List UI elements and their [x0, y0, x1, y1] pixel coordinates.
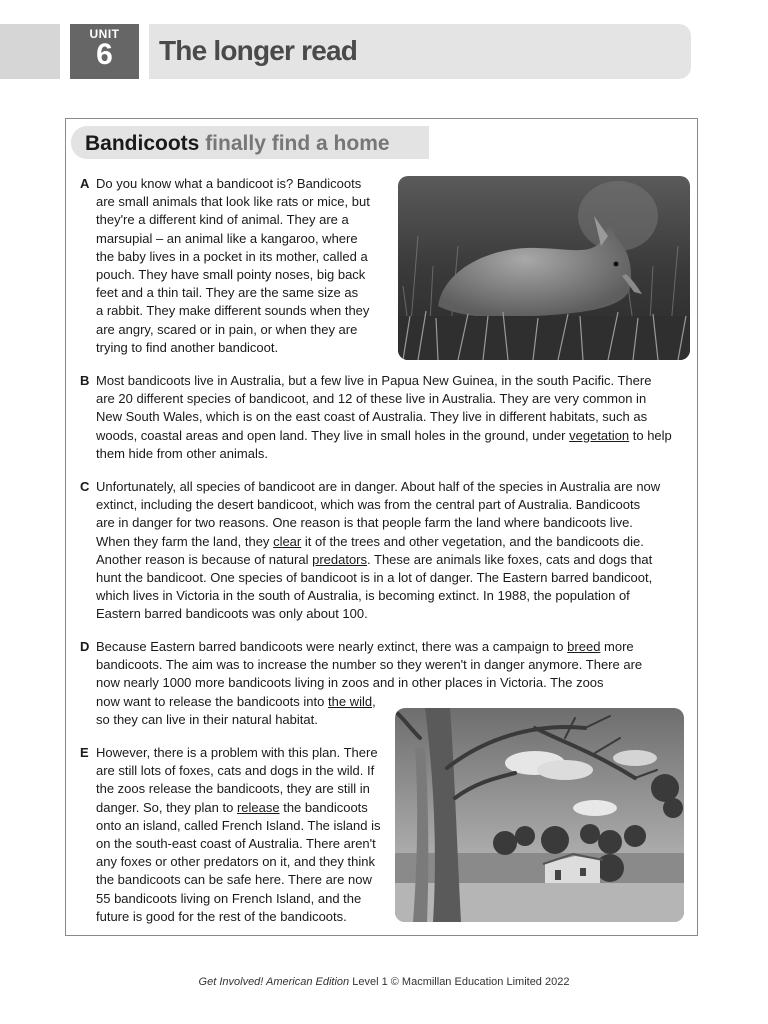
section-letter-e: E: [80, 745, 89, 760]
text-line: are angry, scared or in pain, or when they are: [96, 321, 358, 337]
text-line: are in danger for two reasons. One reason is that people farm the land where bandicoots live.: [96, 515, 633, 531]
unit-badge: [70, 24, 139, 79]
footer-book-title: Get Involved! American Edition: [198, 976, 350, 988]
text-line: [96, 638, 642, 656]
text-line: trying to find another bandicoot.: [96, 339, 279, 355]
section-c-text: [96, 478, 660, 624]
text-segment: woods, coastal areas and open land. They live in small holes in the ground, under: [96, 427, 566, 443]
section-letter-d: D: [80, 639, 90, 654]
vocab-word-clear: clear: [273, 533, 302, 549]
vocab-word-predators: predators: [312, 551, 368, 567]
section-letter-b: B: [80, 373, 90, 388]
text-segment: danger. So, they plan to: [96, 799, 234, 815]
text-line: on the south-east coast of Australia. There aren't: [96, 836, 376, 852]
text-line: extinct, including the desert bandicoot, which was from the central part of Australia. Bandicoots: [96, 497, 641, 513]
text-line: they're a different kind of animal. They are a: [96, 212, 349, 228]
text-segment: ,: [372, 693, 376, 709]
header-bar: [149, 24, 691, 79]
text-line: Unfortunately, all species of bandicoot are in danger. About half of the species in Australia are now: [96, 479, 661, 494]
text-line: marsupial – an animal like a kangaroo, where: [96, 230, 358, 246]
text-line: which lives in Victoria in the south of Australia, is becoming extinct. In 1988, the population of: [96, 588, 630, 604]
text-line: future is good for the rest of the bandicoots.: [96, 908, 347, 924]
text-line: are small animals that look like rats or mice, but: [96, 194, 370, 210]
text-segment: Another reason is because of natural: [96, 551, 309, 567]
text-line: now nearly 1000 more bandicoots living in zoos and in other places in Victoria. The zoos: [96, 675, 604, 691]
bandicoot-photo: [398, 176, 690, 360]
text-line: so they can live in their natural habitat.: [96, 711, 318, 727]
text-line: a rabbit. They make different sounds when they: [96, 303, 370, 319]
page-title: The longer read: [159, 35, 358, 66]
text-segment: now want to release the bandicoots into: [96, 693, 325, 709]
text-line: any foxes or other predators on it, and they think: [96, 854, 375, 870]
article-title-bold: Bandicoots: [85, 132, 200, 155]
text-line: them hide from other animals.: [96, 445, 268, 461]
footer-copyright: [0, 976, 768, 988]
text-segment: it of the trees and other vegetation, and the bandicoots die.: [304, 533, 644, 549]
text-line: the bandicoots can be safe here. There are now: [96, 872, 372, 888]
article-title-bar: [71, 126, 429, 159]
section-e-text: [96, 744, 380, 926]
text-segment: . These are animals like foxes, cats and dogs that: [367, 551, 653, 567]
text-segment: more: [604, 639, 634, 654]
vocab-word-breed: breed: [567, 639, 601, 654]
text-segment: the bandicoots: [283, 799, 368, 815]
unit-label: UNIT: [89, 27, 120, 41]
unit-number: 6: [96, 38, 113, 71]
vocab-word-vegetation: vegetation: [569, 427, 630, 443]
text-line: [96, 427, 672, 445]
text-line: New South Wales, which is on the east coast of Australia. They live in different habitats, such as: [96, 409, 648, 425]
text-segment: Because Eastern barred bandicoots were nearly extinct, there was a campaign to: [96, 639, 564, 654]
footer-copyright-text: Level 1 © Macmillan Education Limited 2022: [349, 976, 570, 988]
text-line: bandicoots. The aim was to increase the number so they weren't in danger anymore. There are: [96, 657, 643, 673]
text-line: are still lots of foxes, cats and dogs in the wild. If: [96, 763, 375, 779]
text-line: [96, 533, 660, 551]
text-line: pouch. They have small pointy noses, big back: [96, 267, 366, 283]
section-a-text: [96, 175, 370, 357]
text-line: Eastern barred bandicoots was only about 100.: [96, 606, 368, 622]
text-line: feet and a thin tail. They are the same size as: [96, 285, 359, 301]
text-line: are 20 different species of bandicoot, and 12 of these live in Australia. They are very common in: [96, 391, 647, 407]
text-line: However, there is a problem with this plan. There: [96, 745, 378, 760]
text-line: 55 bandicoots living on French Island, and the: [96, 890, 362, 906]
text-line: the baby lives in a pocket in its mother, called a: [96, 248, 368, 264]
landscape-image: [395, 708, 684, 922]
text-line: hunt the bandicoot. One species of bandicoot is in a lot of danger. The Eastern barred bandicoot,: [96, 570, 653, 586]
header-left-tab: [0, 24, 60, 79]
section-letter-a: A: [80, 176, 90, 191]
vocab-word-release: release: [236, 799, 280, 815]
section-b-text: [96, 372, 672, 463]
article-title-rest: finally find a home: [205, 132, 390, 155]
text-line: Most bandicoots live in Australia, but a few live in Papua New Guinea, in the south Pacific. There: [96, 373, 652, 388]
text-segment: When they farm the land, they: [96, 533, 270, 549]
article-title: [85, 132, 390, 156]
landscape-photo: [395, 708, 684, 922]
text-segment: to help: [632, 427, 672, 443]
text-line: [96, 799, 380, 817]
text-line: onto an island, called French Island. The island is: [96, 817, 381, 833]
text-line: the zoos release the bandicoots, they are still in: [96, 781, 370, 797]
text-line: [96, 551, 660, 569]
vocab-word-the-wild: the wild: [328, 693, 373, 709]
bandicoot-image: [398, 176, 690, 360]
section-letter-c: C: [80, 479, 90, 494]
text-line: Do you know what a bandicoot is? Bandicoots: [96, 176, 362, 191]
